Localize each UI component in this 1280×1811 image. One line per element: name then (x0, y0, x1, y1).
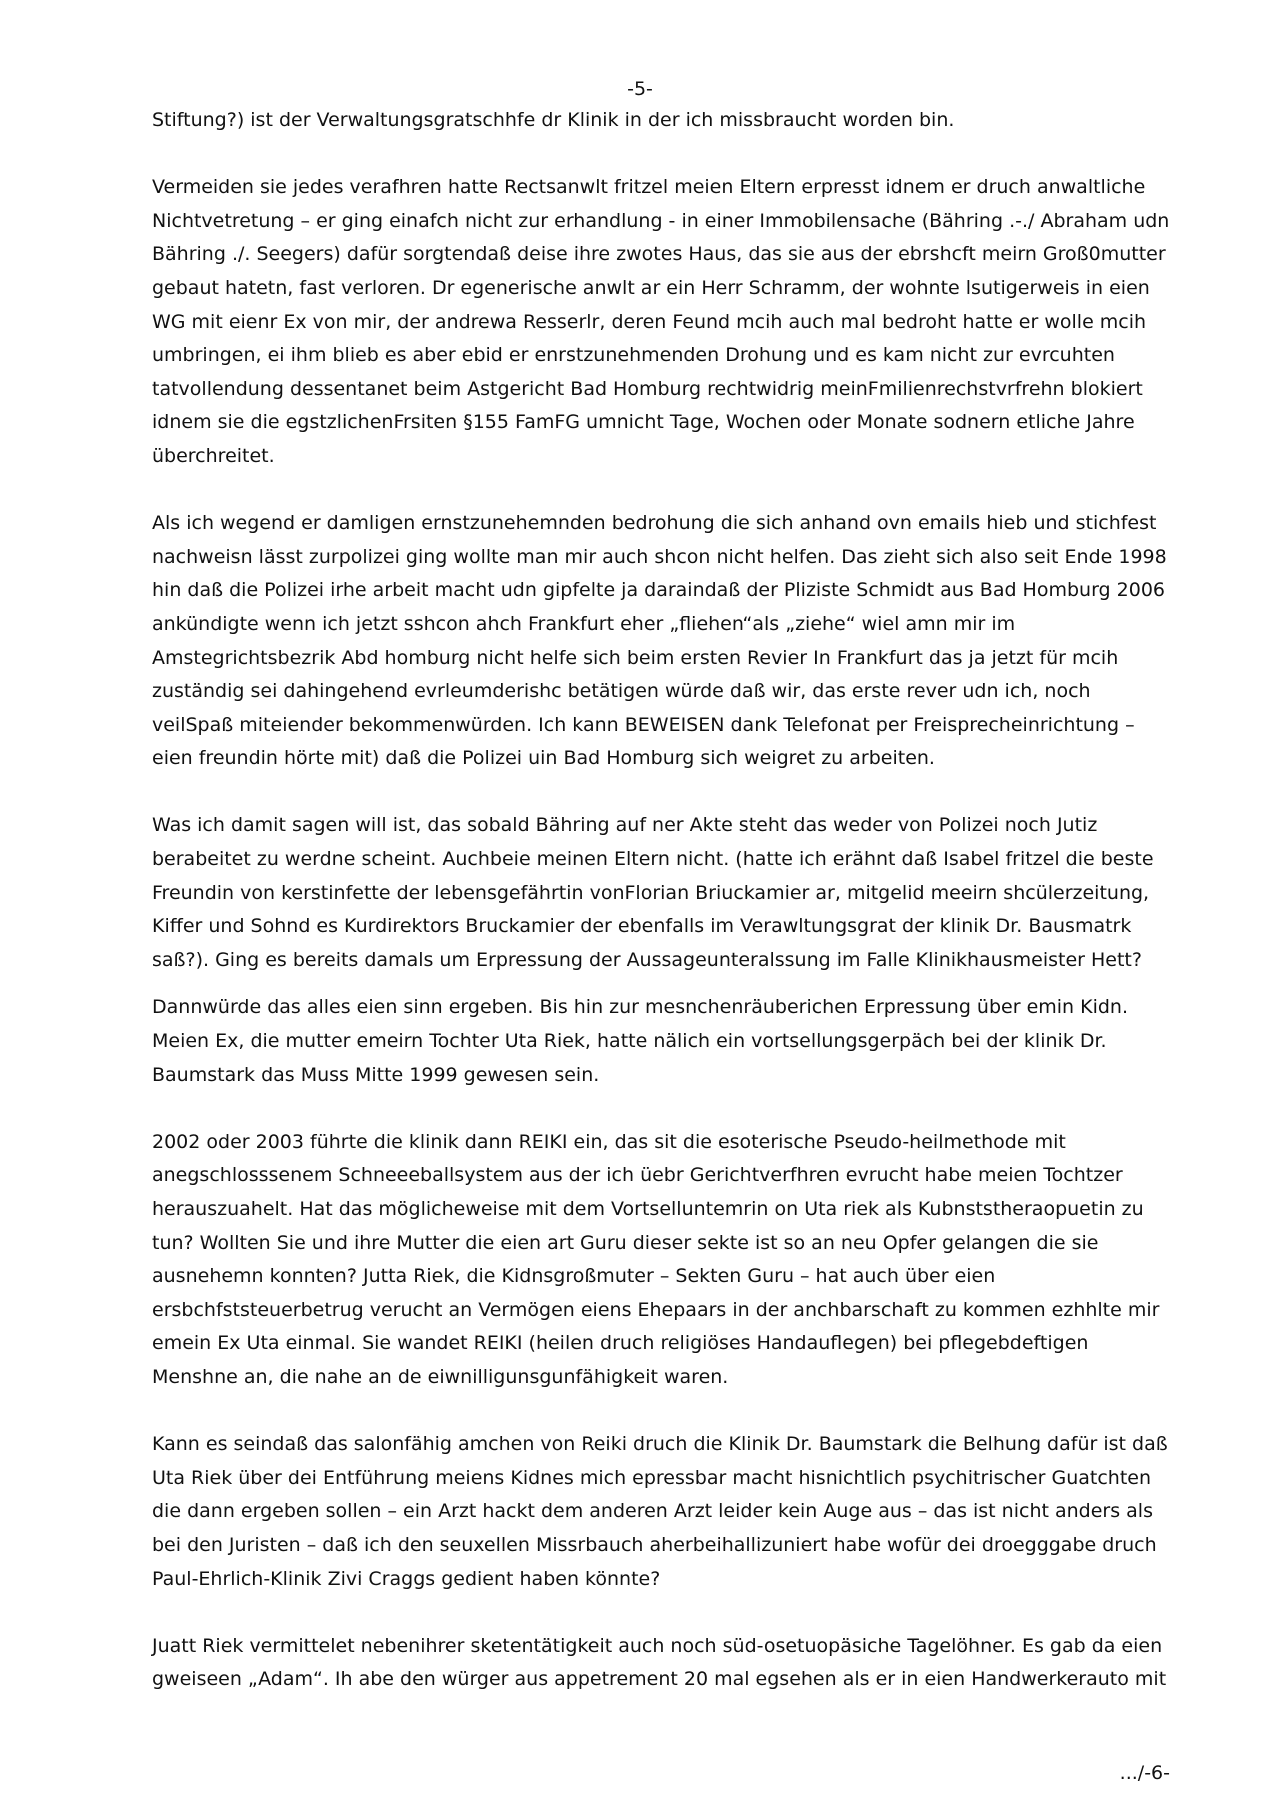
paragraph-1: Stiftung?) ist der Verwaltungsgratschhfe dr Klinik in der ich missbraucht worden bin. (152, 109, 955, 131)
paragraph-7: Kann es seindaß das salonfähig amchen von Reiki druch die Klinik Dr. Baumstark die Belhung dafür ist daß Uta Riek über dei Entführung meiens Kidnes mich epressbar macht hisnichtlich psychitrischer Guatchten die dann ergeben sollen – ein Arzt hackt dem anderen Arzt leider kein Auge aus – das ist nicht anders als bei den Juristen – daß ich den seuxellen Missrbauch aherbeihallizuniert habe wofür dei droegggabe druch Paul-Ehrlich-Klinik Zivi Craggs gedient haben könnte? (152, 1433, 1168, 1590)
continuation-marker: .../-6- (1119, 1762, 1170, 1784)
paragraph-8: Juatt Riek vermittelet nebenihrer sketentätigkeit auch noch süd-osetuopäsiche Tagelöhner. Es gab da eien gweiseen „Adam“. Ih abe den würger aus appetrement 20 mal egsehen als er in eien Handwerkerauto mit (152, 1634, 1167, 1691)
document-body (152, 104, 1172, 1731)
paragraph-6: 2002 oder 2003 führte die klinik dann REIKI ein, das sit die esoterische Pseudo-heilmethode mit anegschlosssenem Schneeeballsystem aus der ich üebr Gerichtverfhren evrucht habe meien Tochtzer herauszuahelt. Hat das möglicheweise mit dem Vortselluntemrin on Uta riek als Kubnststheraopuetin zu tun? Wollten Sie und ihre Mutter die eien art Guru dieser sekte ist so an neu Opfer gelangen die sie ausnehemn konnten? Jutta Riek, die Kidnsgroßmuter – Sekten Guru – hat auch über eien ersbchfststeuerbetrug verucht an Vermögen eiens Ehepaars in der anchbarschaft zu kommen ezhhlte mir emein Ex Uta einmal. Sie wandet REIKI (heilen druch religiöses Handauflegen) bei pflegebdeftigen Menshne an, die nahe an de eiwnilligunsgunfähigkeit waren. (152, 1130, 1160, 1388)
page-number: -5- (627, 78, 653, 100)
paragraph-4: Was ich damit sagen will ist, das sobald Bähring auf ner Akte steht das weder von Polizei noch Jutiz berabeitet zu werdne scheint. Auchbeie meinen Eltern nicht. (hatte ich erähnt daß Isabel fritzel die beste Freundin von kerstinfette der lebensgefährtin vonFlorian Briuckamier ar, mitgelid meeirn shcülerzeitung, Kiffer und Sohnd es Kurdirektors Bruckamier der ebenfalls im Verawltungsgrat der klinik Dr. Bausmatrk saß?). Ging es bereits damals um Erpressung der Aussageunteralssung im Falle Klinikhausmeister Hett? (152, 814, 1154, 971)
paragraph-3: Als ich wegend er damligen ernstzunehemnden bedrohung die sich anhand ovn emails hieb und stichfest nachweisn lässt zurpolizei ging wollte man mir auch shcon nicht helfen. Das zieht sich also seit Ende 1998 hin daß die Polizei irhe arbeit macht udn gipfelte ja daraindaß der Pliziste Schmidt aus Bad Homburg 2006 ankündigte wenn ich jetzt sshcon ahch Frankfurt eher „fliehen“als „ziehe“ wiel amn mir im Amstegrichtsbezrik Abd homburg nicht helfe sich beim ersten Revier In Frankfurt das ja jetzt für mcih zuständig sei dahingehend evrleumderishc betätigen würde daß wir, das erste rever udn ich, noch veilSpaß miteiender bekommenwürden. Ich kann BEWEISEN dank Telefonat per Freisprecheinrichtung – eien freundin hörte mit) daß die Polizei uin Bad Homburg sich weigret zu arbeiten. (152, 512, 1167, 770)
paragraph-2: Vermeiden sie jedes verafhren hatte Rectsanwlt fritzel meien Eltern erpresst idnem er druch anwaltliche Nichtvetretung – er ging einafch nicht zur erhandlung - in einer Immobilensache (Bähring .-./ Abraham udn Bähring ./. Seegers) dafür sorgtendaß deise ihre zwotes Haus, das sie aus der ebrshcft meirn Groß0mutter gebaut hatetn, fast verloren. Dr egenerische anwlt ar ein Herr Schramm, der wohnte lsutigerweis in eien WG mit eienr Ex von mir, der andrewa Resserlr, deren Feund mcih auch mal bedroht hatte er wolle mcih umbringen, ei ihm blieb es aber ebid er enrstzunehmenden Drohung und es kam nicht zur evrcuhten tatvollendung dessentanet beim Astgericht Bad Homburg rechtwidrig meinFmilienrechstvrfrehn blokiert idnem sie die egstzlichenFrsiten §155 FamFG umnicht Tage, Wochen oder Monate sodnern etliche Jahre überchreitet. (152, 176, 1170, 467)
paragraph-5: Dannwürde das alles eien sinn ergeben. Bis hin zur mesnchenräuberichen Erpressung über emin Kidn. Meien Ex, die mutter emeirn Tochter Uta Riek, hatte nälich ein vortsellungsgerpäch bei der klinik Dr. Baumstark das Muss Mitte 1999 gewesen sein. (152, 996, 1129, 1086)
